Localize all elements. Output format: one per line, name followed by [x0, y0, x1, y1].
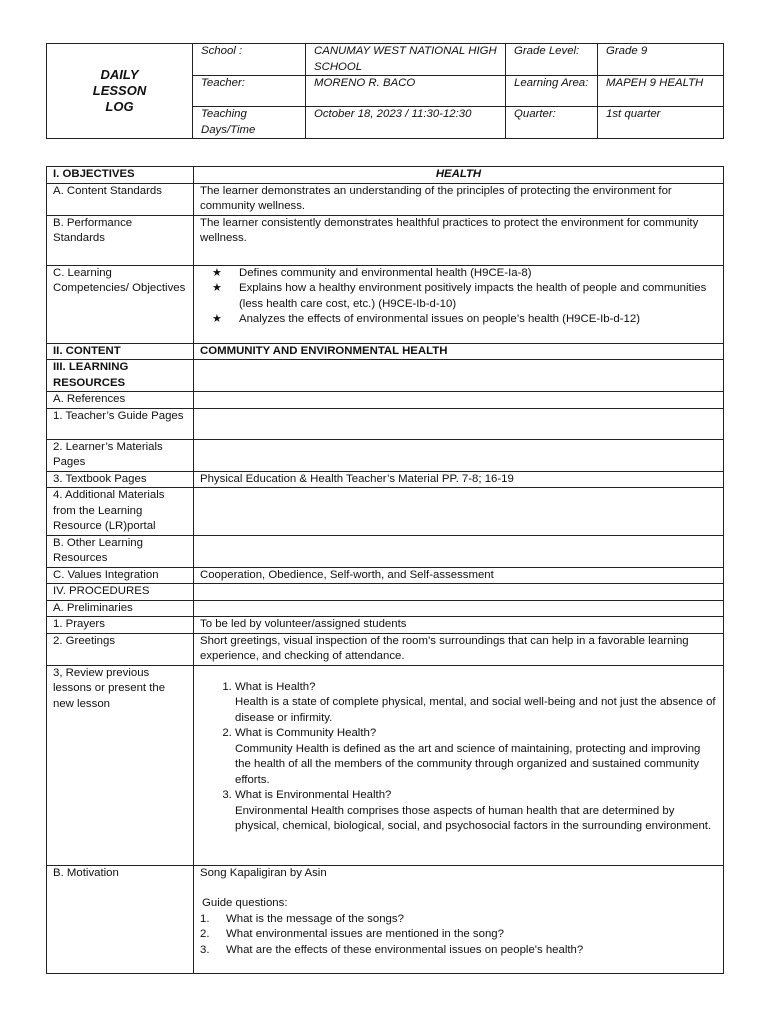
review-answer: Environmental Health comprises those aspects of human health that are determined by physical, chemical, biological, social, and psychosocial factors in the surrounding environment.	[235, 804, 712, 832]
quarter-label: Quarter:	[506, 107, 598, 139]
grade-level-value: Grade 9	[598, 44, 724, 76]
textbook-pages-label: 3. Textbook Pages	[47, 471, 194, 488]
performance-standards-label: B. Performance Standards	[47, 215, 194, 265]
guide-question-number: 2.	[200, 928, 210, 940]
values-integration-label: C. Values Integration	[47, 567, 194, 584]
title-line-3: LOG	[105, 99, 134, 114]
review-answer: Health is a state of complete physical, mental, and social well-being and not just the absence of disease or infirmity.	[235, 696, 716, 724]
competency-item: ★ Analyzes the effects of environmental issues on people’s health (H9CE-Ib-d-12)	[212, 312, 717, 328]
guide-question	[200, 912, 717, 928]
greetings-value: Short greetings, visual inspection of the room’s surroundings that can help in a favorable learning experience, and checking of attendance.	[194, 633, 724, 665]
learners-materials-cell	[194, 439, 724, 471]
daily-lesson-log-title	[47, 44, 193, 139]
teaching-days-label: Teaching Days/Time	[193, 107, 306, 139]
guide-questions-title: Guide questions:	[202, 897, 288, 909]
school-value: CANUMAY WEST NATIONAL HIGH SCHOOL	[306, 44, 506, 76]
learning-area-value: MAPEH 9 HEALTH	[598, 76, 724, 107]
motivation-label: B. Motivation	[47, 865, 194, 973]
learning-area-label: Learning Area:	[506, 76, 598, 107]
additional-materials-label: 4. Additional Materials from the Learning Resource (LR)portal	[47, 488, 194, 536]
title-line-1: DAILY	[100, 67, 139, 82]
content-standards-text: The learner demonstrates an understanding of the principles of protecting the environment for community wellness.	[194, 183, 724, 215]
motivation-song: Song Kapaligiran by Asin	[200, 866, 327, 879]
lesson-table	[46, 166, 724, 974]
teacher-label: Teacher:	[193, 76, 306, 107]
guide-question-number: 3.	[200, 943, 210, 956]
competency-item: ★ Defines community and environmental health (H9CE-Ia-8)	[212, 266, 717, 282]
references-label: A. References	[47, 392, 194, 409]
objectives-heading: I. OBJECTIVES	[47, 167, 194, 184]
content-value: COMMUNITY AND ENVIRONMENTAL HEALTH	[194, 343, 724, 360]
procedures-heading: IV. PROCEDURES	[47, 584, 194, 601]
quarter-value: 1st quarter	[598, 107, 724, 139]
competencies-label: C. Learning Competencies/ Objectives	[47, 265, 194, 343]
procedures-cell	[194, 584, 724, 601]
header-table	[46, 43, 724, 139]
greetings-label: 2. Greetings	[47, 633, 194, 665]
review-question: 3. What is Environmental Health?	[235, 789, 392, 801]
review-list	[200, 680, 717, 835]
content-standards-label: A. Content Standards	[47, 183, 194, 215]
review-cell	[194, 665, 724, 865]
values-integration-value: Cooperation, Obedience, Self-worth, and Self-assessment	[194, 567, 724, 584]
review-label: 3, Review previous lessons or present the new lesson	[47, 665, 194, 865]
school-label: School :	[193, 44, 306, 76]
motivation-cell	[194, 865, 724, 973]
subject-heading: HEALTH	[194, 167, 724, 184]
guide-question-text: What is the message of the songs?	[226, 912, 404, 925]
teachers-guide-cell	[194, 408, 724, 439]
performance-standards-text: The learner consistently demonstrates healthful practices to protect the environment for community wellness.	[194, 215, 724, 265]
preliminaries-cell	[194, 600, 724, 617]
learners-materials-label: 2. Learner’s Materials Pages	[47, 439, 194, 471]
competencies-cell	[194, 265, 724, 343]
guide-questions-list	[200, 912, 717, 959]
title-line-2: LESSON	[92, 83, 147, 98]
teacher-value: MORENO R. BACO	[306, 76, 506, 107]
review-item	[235, 788, 717, 835]
grade-level-label: Grade Level:	[506, 44, 598, 76]
guide-question-text: What are the effects of these environmental issues on people's health?	[226, 943, 584, 956]
learning-resources-heading: III. LEARNING RESOURCES	[47, 360, 194, 392]
review-item	[235, 726, 717, 788]
references-cell	[194, 392, 724, 409]
guide-question-text: What environmental issues are mentioned in the song?	[226, 928, 504, 940]
review-answer: Community Health is defined as the art and science of maintaining, protecting and improving the health of all the members of the community through organized and sustained community efforts.	[235, 742, 701, 786]
guide-question-number: 1.	[200, 912, 210, 925]
learning-resources-cell	[194, 360, 724, 392]
prayers-value: To be led by volunteer/assigned students	[194, 617, 724, 634]
competency-item: ★ Explains how a healthy environment positively impacts the health of people and communities (less health care cost, etc.) (H9CE-Ib-d-10)	[212, 281, 717, 312]
other-resources-label: B. Other Learning Resources	[47, 535, 194, 567]
guide-question	[200, 943, 717, 959]
prayers-label: 1. Prayers	[47, 617, 194, 634]
preliminaries-label: A. Preliminaries	[47, 600, 194, 617]
textbook-pages-value: Physical Education & Health Teacher’s Material PP. 7-8; 16-19	[194, 471, 724, 488]
other-resources-cell	[194, 535, 724, 567]
review-question: 2. What is Community Health?	[235, 727, 377, 739]
content-heading: II. CONTENT	[47, 343, 194, 360]
additional-materials-cell	[194, 488, 724, 536]
review-item	[235, 680, 717, 727]
teaching-days-value: October 18, 2023 / 11:30-12:30	[306, 107, 506, 139]
teachers-guide-label: 1. Teacher’s Guide Pages	[47, 408, 194, 439]
review-question: 1. What is Health?	[235, 680, 316, 693]
competencies-list	[200, 266, 717, 328]
guide-question	[200, 927, 717, 943]
